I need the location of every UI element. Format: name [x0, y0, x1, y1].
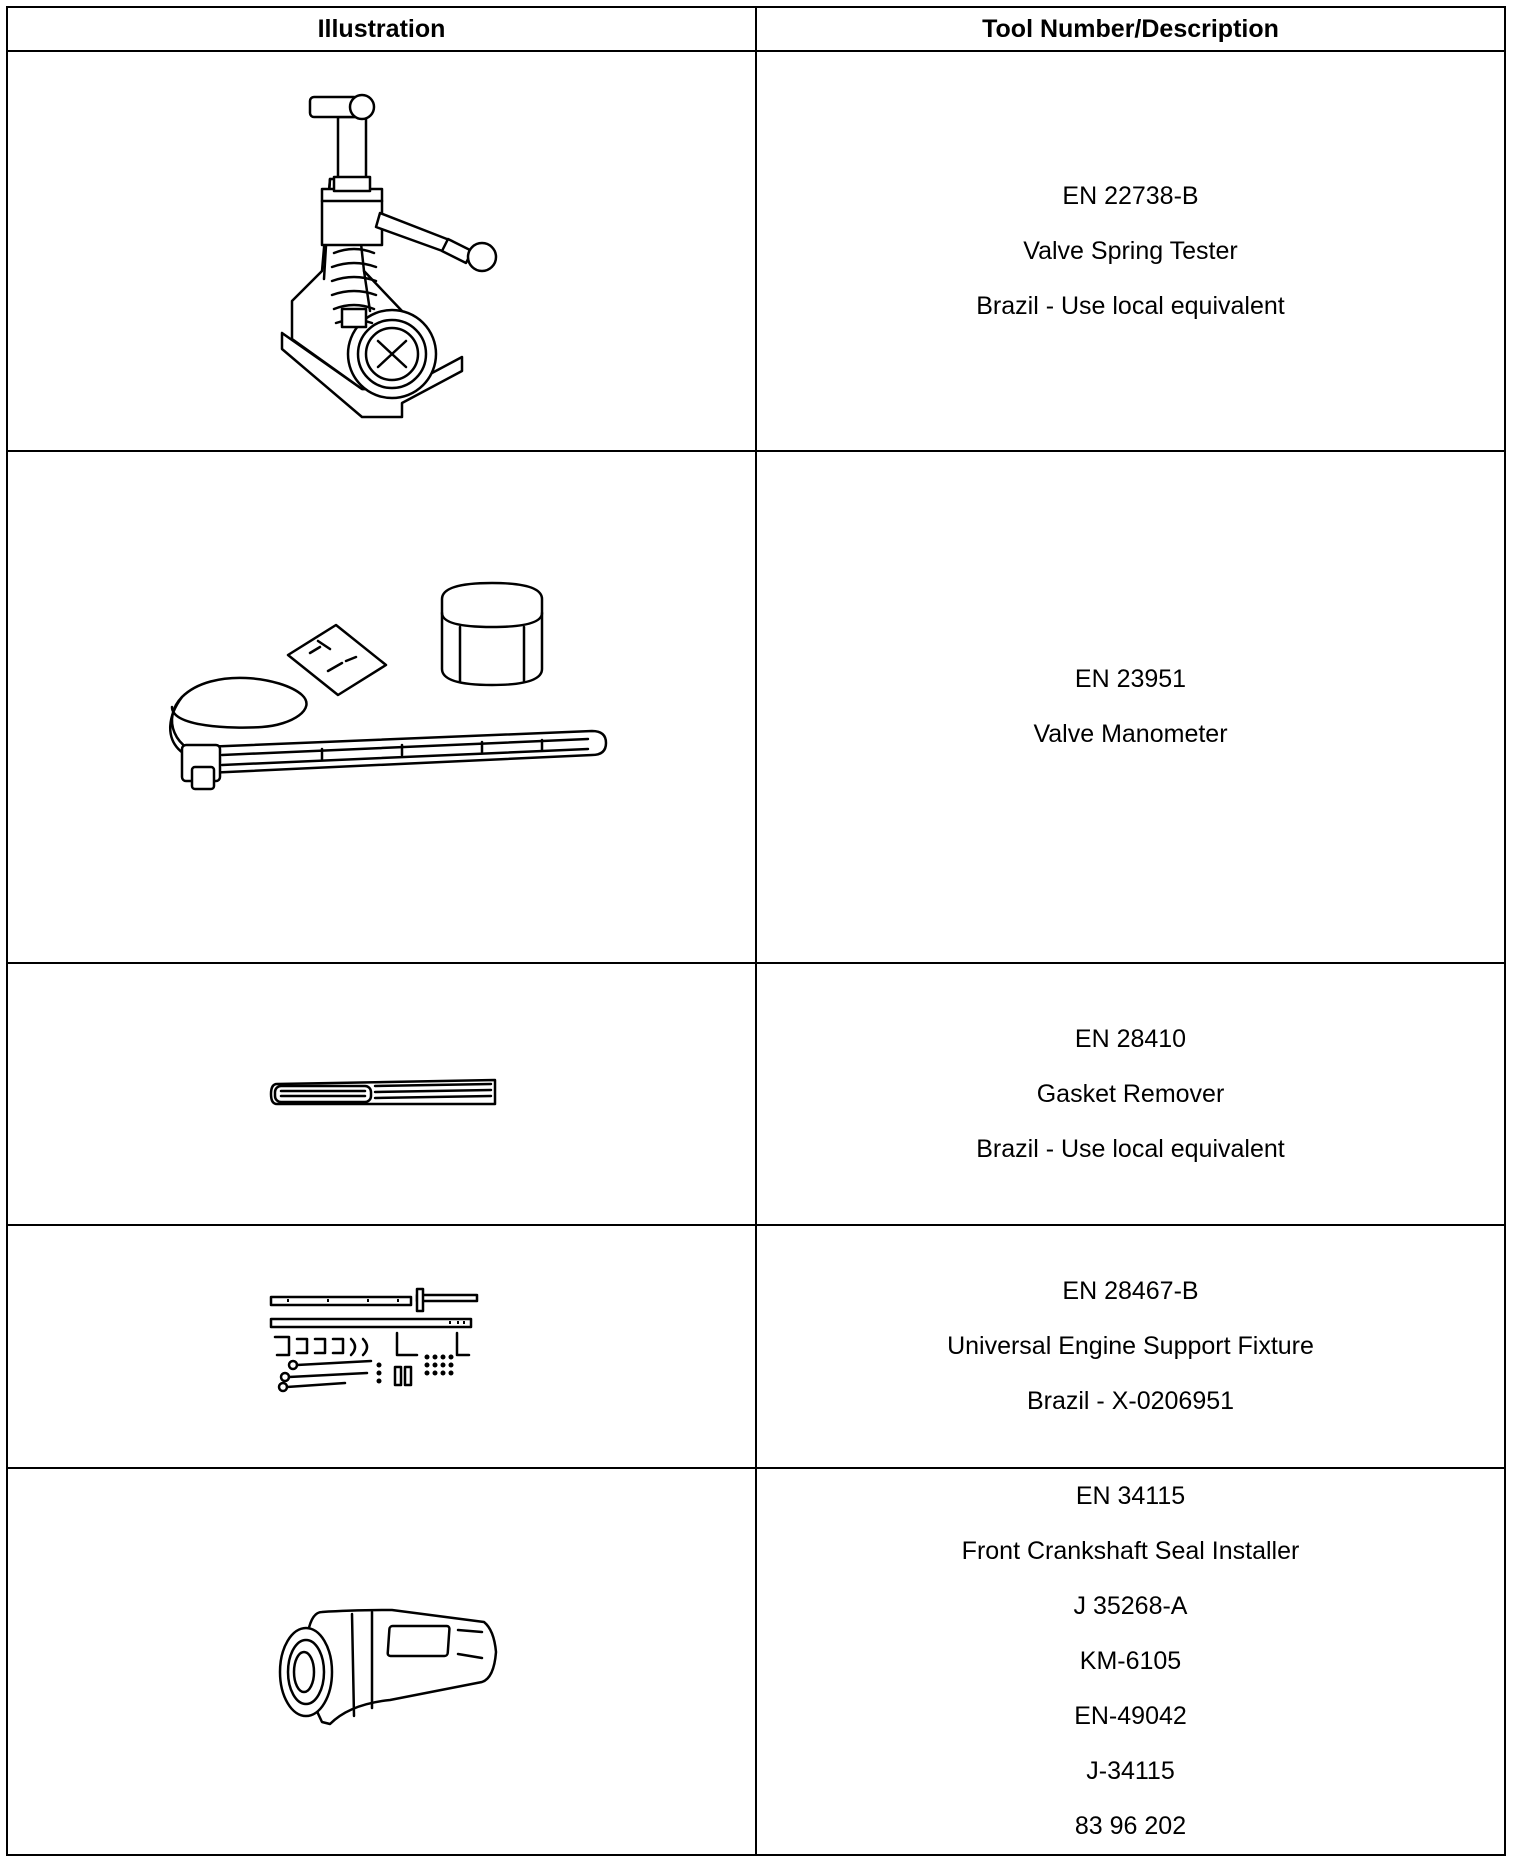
engine-support-fixture-icon	[267, 1287, 497, 1407]
tool-note: Brazil - X-0206951	[1026, 1387, 1235, 1415]
header-tool-description: Tool Number/Description	[756, 7, 1505, 51]
description-cell	[756, 51, 1505, 451]
crankshaft-seal-installer-icon	[262, 1592, 502, 1732]
illustration-cell	[7, 1468, 756, 1855]
table-row	[7, 1468, 1505, 1855]
alt-tool-number: EN-49042	[1074, 1702, 1187, 1730]
alt-tool-number: J 35268-A	[1073, 1592, 1188, 1620]
illustration-cell	[7, 51, 756, 451]
tool-number: EN 23951	[1074, 665, 1187, 693]
gasket-remover-icon	[267, 1074, 497, 1114]
alt-tool-number: KM-6105	[1079, 1647, 1182, 1675]
valve-spring-tester-icon	[252, 71, 512, 431]
valve-manometer-icon	[142, 577, 622, 837]
tool-number: EN 28467-B	[1062, 1277, 1199, 1305]
description-cell	[756, 1468, 1505, 1855]
tool-note: Brazil - Use local equivalent	[976, 1134, 1285, 1163]
tool-number: EN 28410	[1074, 1024, 1187, 1053]
table-row	[7, 1225, 1505, 1468]
description-cell	[756, 451, 1505, 963]
table-row	[7, 963, 1505, 1225]
description-cell	[756, 963, 1505, 1225]
header-illustration: Illustration	[7, 7, 756, 51]
description-cell	[756, 1225, 1505, 1468]
tool-name: Valve Manometer	[1033, 720, 1228, 748]
tool-name: Universal Engine Support Fixture	[947, 1332, 1314, 1360]
tool-note: Brazil - Use local equivalent	[976, 291, 1285, 320]
illustration-cell	[7, 963, 756, 1225]
illustration-cell	[7, 451, 756, 963]
alt-tool-number: 83 96 202	[1074, 1812, 1187, 1840]
tool-name: Front Crankshaft Seal Installer	[961, 1537, 1300, 1565]
illustration-cell	[7, 1225, 756, 1468]
tool-name: Valve Spring Tester	[1023, 236, 1238, 265]
tool-number: EN 34115	[1075, 1482, 1186, 1510]
special-tools-table	[6, 6, 1506, 1856]
table-row	[7, 451, 1505, 963]
alt-tool-number: J-34115	[1086, 1757, 1175, 1785]
tool-name: Gasket Remover	[1036, 1079, 1225, 1108]
header-row	[7, 7, 1505, 51]
table-row	[7, 51, 1505, 451]
tool-number: EN 22738-B	[1062, 181, 1199, 210]
